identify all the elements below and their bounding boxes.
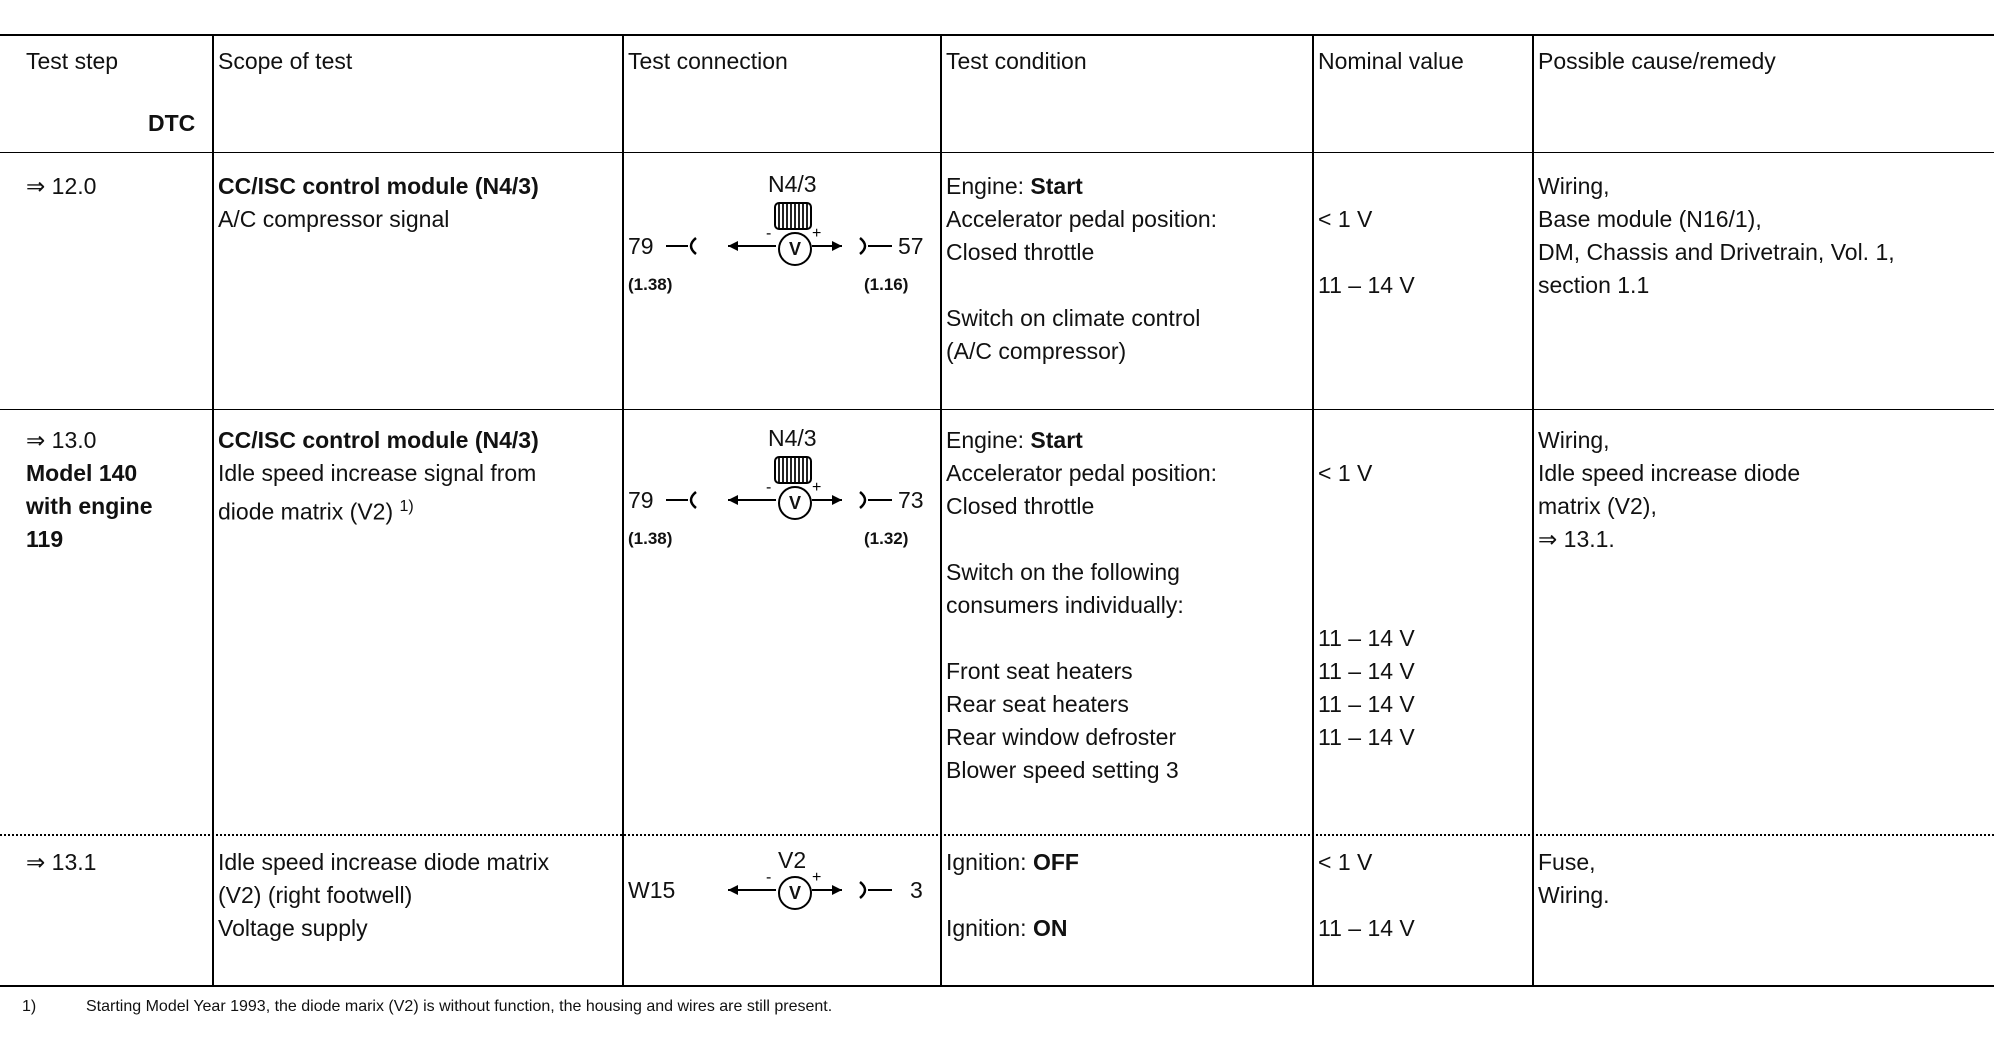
row2-nominal1: < 1 V — [1318, 460, 1373, 486]
row1-cond-engine-value: Start — [1030, 173, 1083, 199]
row3-module-label: V2 — [778, 847, 807, 873]
row1-pin-left: 79 — [628, 233, 654, 259]
row2-cond-switch2: consumers individually: — [946, 592, 1184, 618]
row2-step-note2: with engine — [26, 493, 153, 519]
header-bottom-rule — [0, 152, 1994, 153]
row1-leads — [628, 228, 938, 268]
row2-pin-right: 73 — [898, 487, 924, 513]
row2-module-icon — [774, 456, 812, 484]
header-dtc: DTC — [148, 110, 196, 136]
row2-cond-closed: Closed throttle — [946, 493, 1095, 519]
row2-cond-item1: Front seat heaters — [946, 658, 1133, 684]
row1-pin-right-sub: (1.16) — [864, 275, 909, 294]
row-divider-1 — [0, 409, 1994, 410]
row3-cond2-label: Ignition: — [946, 915, 1027, 941]
row3-pin-left: W15 — [628, 877, 676, 903]
row2-footnote-ref: 1) — [399, 498, 414, 515]
col-divider-2 — [622, 34, 624, 985]
row2-cond-engine — [946, 424, 1083, 457]
row2-cond-switch1: Switch on the following — [946, 559, 1180, 585]
row1-cond-accel: Accelerator pedal position: — [946, 206, 1218, 232]
row1-nominal1: < 1 V — [1318, 206, 1373, 232]
row3-step: ⇒ 13.1 — [26, 849, 97, 875]
row2-cause2: Idle speed increase diode — [1538, 460, 1801, 486]
header-test-step: Test step — [26, 48, 119, 74]
row3-cause1: Fuse, — [1538, 849, 1596, 875]
row3-cond1 — [946, 846, 1079, 879]
row2-step-note1: Model 140 — [26, 460, 138, 486]
row-divider-dotted — [0, 834, 1994, 836]
svg-text:+: + — [812, 228, 822, 242]
header-nominal: Nominal value — [1318, 48, 1464, 74]
header-cause: Possible cause/remedy — [1538, 48, 1776, 74]
row1-scope-line: A/C compressor signal — [218, 206, 450, 232]
svg-text:-: - — [766, 482, 772, 496]
row1-pin-left-sub: (1.38) — [628, 275, 673, 294]
row3-cause2: Wiring. — [1538, 882, 1610, 908]
row2-nominal3: 11 – 14 V — [1318, 658, 1415, 684]
row2-scope-line1: Idle speed increase signal from — [218, 460, 537, 486]
row1-connection-diagram — [628, 168, 938, 308]
col-divider-5 — [1532, 34, 1534, 985]
row1-cause4: section 1.1 — [1538, 272, 1650, 298]
row2-scope-line2-text: diode matrix (V2) — [218, 498, 394, 525]
svg-text:-: - — [766, 872, 772, 886]
svg-text:+: + — [812, 872, 822, 886]
row3-connection-diagram — [628, 844, 938, 944]
row2-cause4: ⇒ 13.1. — [1538, 526, 1615, 552]
row2-leads — [628, 482, 938, 522]
row1-voltmeter-icon: V — [778, 232, 812, 266]
row1-pin-right: 57 — [898, 233, 924, 259]
col-divider-3 — [940, 34, 942, 985]
row1-scope-title: CC/ISC control module (N4/3) — [218, 173, 539, 199]
row1-cond-switch2: (A/C compressor) — [946, 338, 1127, 364]
svg-text:+: + — [812, 482, 822, 496]
table-bottom-rule — [0, 985, 1994, 987]
row2-module-label: N4/3 — [768, 425, 817, 451]
row2-step-note3: 119 — [26, 526, 64, 552]
footnote-text: Starting Model Year 1993, the diode marix (V2) is without function, the housing and wires are still present. — [86, 998, 833, 1015]
row3-scope-line1: Idle speed increase diode matrix — [218, 849, 550, 875]
row2-cond-accel: Accelerator pedal position: — [946, 460, 1218, 486]
row2-nominal5: 11 – 14 V — [1318, 724, 1415, 750]
row3-cond1-label: Ignition: — [946, 849, 1027, 875]
row3-cond2-value: ON — [1032, 915, 1068, 941]
row2-pin-right-sub: (1.32) — [864, 529, 909, 548]
row3-cond2 — [946, 912, 1067, 945]
row2-cond-item2: Rear seat heaters — [946, 691, 1129, 717]
row2-cond-engine-label: Engine: — [946, 427, 1025, 453]
row1-cause3: DM, Chassis and Drivetrain, Vol. 1, — [1538, 239, 1895, 265]
row2-step: ⇒ 13.0 — [26, 427, 97, 453]
row3-cond1-value: OFF — [1032, 849, 1079, 875]
row1-cause2: Base module (N16/1), — [1538, 206, 1762, 232]
col-divider-1 — [212, 34, 214, 985]
row1-module-icon — [774, 202, 812, 230]
row2-scope-line2 — [218, 490, 414, 529]
row2-nominal4: 11 – 14 V — [1318, 691, 1415, 717]
row2-cond-engine-value: Start — [1030, 427, 1083, 453]
row2-cause3: matrix (V2), — [1538, 493, 1657, 519]
row2-cause1: Wiring, — [1538, 427, 1610, 453]
table-top-rule — [0, 34, 1994, 36]
header-condition: Test condition — [946, 48, 1087, 74]
row2-pin-left: 79 — [628, 487, 654, 513]
col-divider-4 — [1312, 34, 1314, 985]
row3-scope-line2: (V2) (right footwell) — [218, 882, 413, 908]
row3-voltmeter-icon: V — [778, 876, 812, 910]
row2-cond-item3: Rear window defroster — [946, 724, 1177, 750]
row2-connection-diagram — [628, 422, 938, 562]
row2-cond-item4: Blower speed setting 3 — [946, 757, 1179, 783]
row3-pin-right: 3 — [910, 877, 923, 903]
row3-scope-line3: Voltage supply — [218, 915, 368, 941]
row1-nominal2: 11 – 14 V — [1318, 272, 1415, 298]
row2-nominal2: 11 – 14 V — [1318, 625, 1415, 651]
row1-cond-engine — [946, 170, 1083, 203]
row2-pin-left-sub: (1.38) — [628, 529, 673, 548]
footnote-mark: 1) — [22, 998, 37, 1015]
row3-nominal2: 11 – 14 V — [1318, 915, 1415, 941]
row3-nominal1: < 1 V — [1318, 849, 1373, 875]
svg-text:-: - — [766, 228, 772, 242]
row1-module-label: N4/3 — [768, 171, 817, 197]
row1-cond-engine-label: Engine: — [946, 173, 1025, 199]
row1-step: ⇒ 12.0 — [26, 173, 97, 199]
header-scope: Scope of test — [218, 48, 353, 74]
row1-cond-closed: Closed throttle — [946, 239, 1095, 265]
header-connection: Test connection — [628, 48, 788, 74]
row1-cause1: Wiring, — [1538, 173, 1610, 199]
row2-voltmeter-icon: V — [778, 486, 812, 520]
row2-scope-title: CC/ISC control module (N4/3) — [218, 427, 539, 453]
row1-cond-switch1: Switch on climate control — [946, 305, 1201, 331]
